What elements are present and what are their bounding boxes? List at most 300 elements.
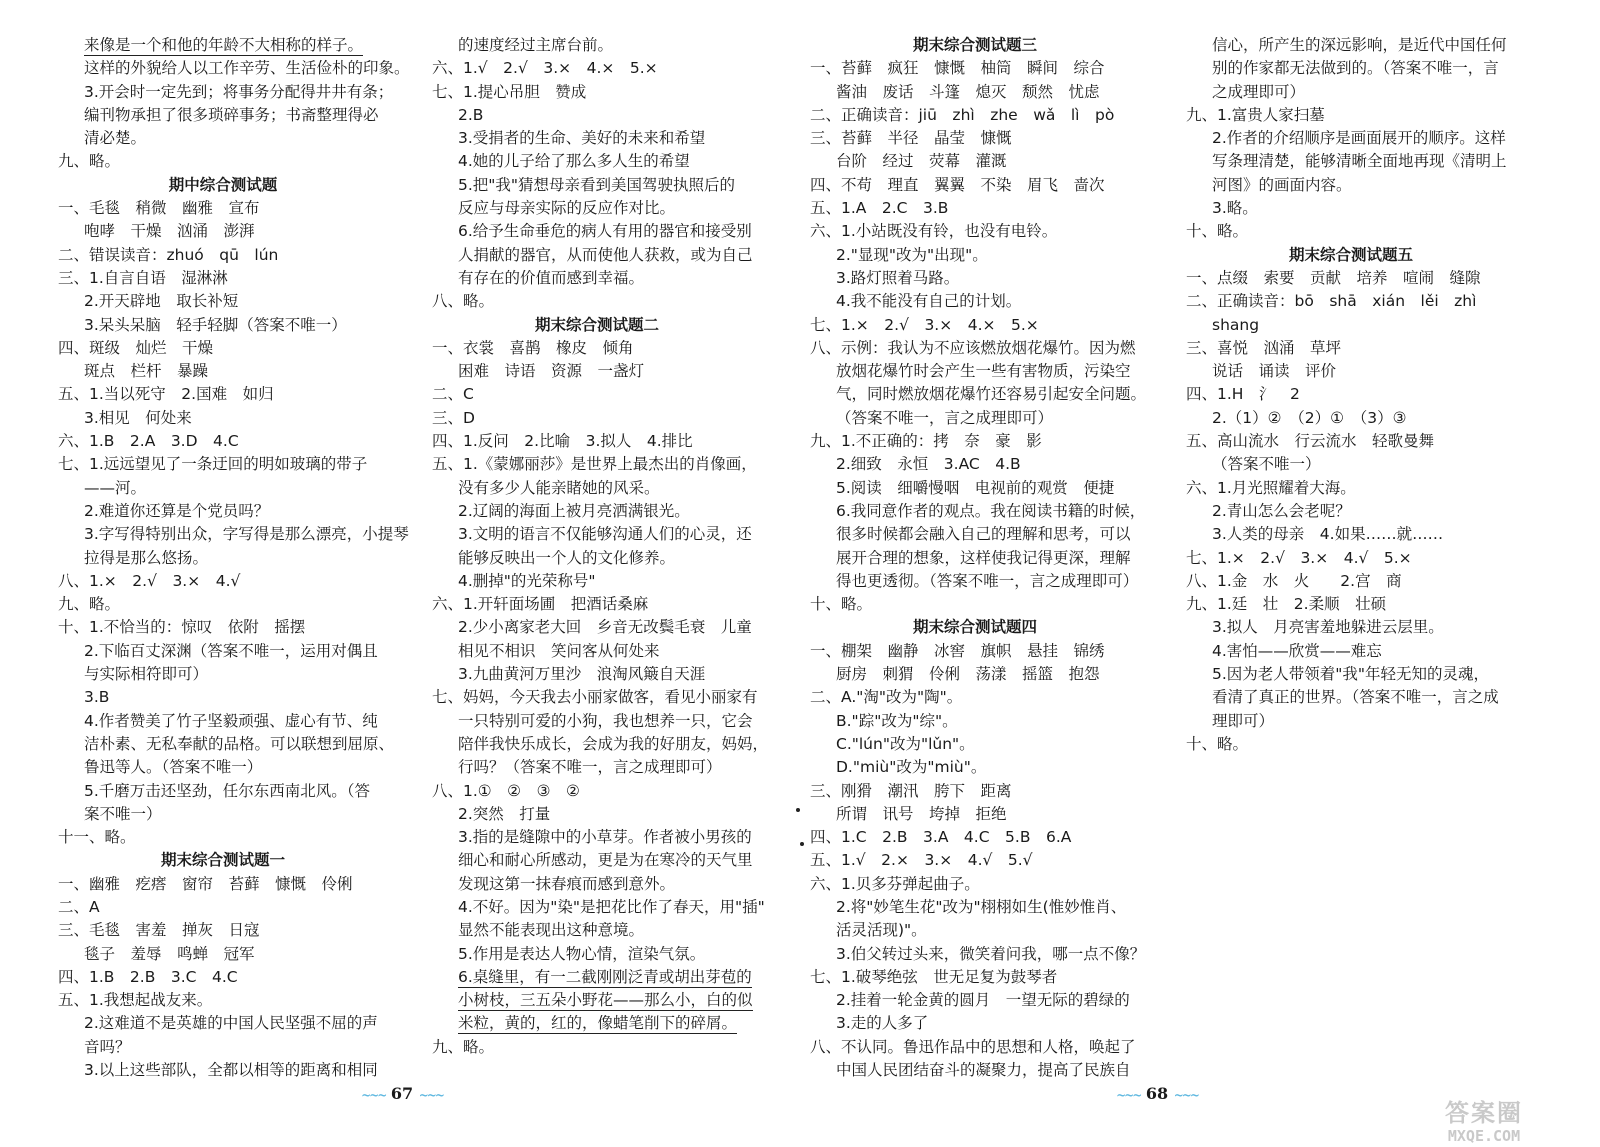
answer-line-text: 2.这难道不是英雄的中国人民坚强不屈的声: [84, 1014, 378, 1033]
answer-line-text: 来像是一个和他的年龄不大相称的样子。: [84, 36, 364, 54]
answer-line-text: 编刊物承担了很多琐碎事务；书斋整理得必: [84, 105, 379, 124]
answer-line-text: 清必楚。: [84, 129, 147, 148]
answer-line-text: 八、不认同。鲁迅作品中的思想和人格，唤起了: [810, 1037, 1136, 1056]
answer-line: [1186, 127, 1516, 150]
answer-line: [58, 267, 388, 290]
answer-line: [1186, 593, 1516, 616]
answer-line-text: 四、1.B 2.B 3.C 4.C: [58, 967, 238, 986]
answer-line: [432, 383, 762, 406]
answer-line: [58, 337, 388, 360]
answer-line: [432, 826, 762, 849]
answer-line-text: 五、1.我想起战友来。: [58, 991, 213, 1010]
page-number-left-value: 67: [390, 1084, 414, 1103]
answer-line: [810, 640, 1140, 663]
answer-line-text: 河图》的画面内容。: [1212, 175, 1352, 194]
answer-line-text: 三、苔藓 半径 晶莹 慷慨: [810, 129, 1012, 148]
answer-line-text: 的速度经过主席台前。: [458, 36, 614, 54]
answer-line: [58, 57, 410, 80]
answer-line-text: 斑点 栏杆 暴躁: [84, 362, 209, 381]
watermark-logo: [1386, 1098, 1582, 1145]
answer-line: [810, 896, 1140, 919]
answer-line-text: 2.青山怎么会老呢？: [1212, 501, 1351, 520]
answer-line: [432, 849, 762, 872]
answer-line-text: 二、C: [432, 385, 474, 404]
answer-line: [1186, 547, 1516, 570]
answer-line-text: 十一、略。: [58, 828, 136, 847]
answer-line-text: 这样的外貌给人以工作辛劳、生活俭朴的印象。: [84, 59, 410, 78]
answer-line: [1186, 81, 1516, 104]
answer-line: [432, 244, 762, 267]
answer-line-text: 很多时候都会融入自己的理解和思考，可以: [836, 525, 1131, 544]
answer-line-text: 3.B: [84, 688, 110, 707]
answer-line-text: 困难 诗语 资源 一盏灯: [458, 362, 645, 381]
answer-line: [432, 360, 762, 383]
answer-line-text: 4.作者赞美了竹子坚毅顽强、虚心有节、纯: [84, 711, 378, 730]
answer-line: [432, 290, 762, 313]
answer-line-text: 显然不能表现出这种意境。: [458, 921, 645, 940]
answer-line: [1186, 314, 1516, 337]
answer-line-text: 三、毛毯 害羞 掸灰 日寇: [58, 921, 260, 940]
answer-line-text: 四、1.反问 2.比喻 3.拟人 4.排比: [432, 432, 693, 451]
answer-line-text: 陪伴我快乐成长，会成为我的好朋友，妈妈，: [458, 734, 769, 753]
answer-line: [432, 267, 762, 290]
answer-line: [1186, 686, 1516, 709]
answer-line: [810, 1036, 1140, 1059]
stray-dot: [800, 842, 804, 846]
answer-line-text: 台阶 经过 荧幕 灌溉: [836, 152, 1007, 171]
answer-line: [1186, 733, 1516, 756]
answer-line-text: 人捐献的器官，从而使他人获救，或为自己: [458, 245, 753, 264]
answer-line: [1186, 104, 1516, 127]
answer-line-text: C."lún"改为"lǔn"。: [836, 734, 975, 753]
answer-line-text: 十、1.不恰当的：惊叹 依附 摇摆: [58, 618, 306, 637]
answer-line: [432, 547, 762, 570]
answer-line-text: 6.我同意作者的观点。我在阅读书籍的时候，: [836, 501, 1146, 520]
answer-line-text: 所谓 讯号 垮掉 拒绝: [836, 804, 1007, 823]
answer-line: [1186, 197, 1516, 220]
section-title: [810, 616, 1140, 639]
answer-line-text: 3.文明的语言不仅能够沟通人们的心灵，还: [458, 525, 752, 544]
answer-line: [1186, 290, 1516, 313]
answer-line: [1186, 500, 1516, 523]
answer-line: [58, 500, 388, 523]
answer-line-text: 5.因为老人带领着"我"年轻无知的灵魂，: [1212, 665, 1490, 684]
answer-line-text: 七、1.× 2.√ 3.× 4.× 5.×: [810, 315, 1039, 334]
answer-line-text: 2.开天辟地 取长补短: [84, 292, 239, 311]
answer-line-text: 2.作者的介绍顺序是画面展开的顺序。这样: [1212, 129, 1506, 148]
answer-line: [1186, 360, 1516, 383]
answer-line-text: 说话 诵读 评价: [1212, 362, 1337, 381]
answer-line-text: 6.给予生命垂危的病人有用的器官和接受别: [458, 222, 752, 241]
answer-line-text: 四、不苟 理直 翼翼 不染 眉飞 啬次: [810, 175, 1105, 194]
answer-line-text: 别的作家都无法做到的。（答案不唯一，言: [1212, 59, 1499, 78]
answer-line: [810, 127, 1140, 150]
answer-line-text: 期末综合测试题二: [534, 315, 659, 334]
answer-line: [432, 104, 762, 127]
section-title: [810, 34, 1140, 57]
answer-line: [810, 314, 1140, 337]
answer-line-text: 放烟花爆竹时会产生一些有害物质，污染空: [836, 362, 1131, 381]
answer-line-text: 六、1.小站既没有铃，也没有电铃。: [810, 222, 1058, 241]
answer-line: [58, 314, 388, 337]
wave-ornament-icon: ~~~: [418, 1088, 443, 1102]
answer-line-text: 期末综合测试题四: [912, 618, 1037, 637]
answer-line: [432, 57, 762, 80]
answer-line-text: 毯子 羞辱 鸣蝉 冠军: [84, 944, 255, 963]
answer-line: [432, 593, 762, 616]
answer-line-text: 二、正确读音：jiū zhì zhe wǎ lì pò: [810, 105, 1115, 124]
answer-line: [810, 663, 1140, 686]
answer-line-text: 之成理即可）: [1212, 82, 1306, 101]
answer-line: [810, 756, 1140, 779]
answer-line: [810, 989, 1140, 1012]
answer-line-text: 得也更透彻。（答案不唯一，言之成理即可）: [836, 571, 1139, 590]
answer-line: [1186, 407, 1516, 430]
answer-line-text: 3.以上这些部队，全都以相等的距离和相同: [84, 1061, 378, 1080]
answer-line: [58, 1059, 388, 1082]
answer-line: [432, 710, 762, 733]
answer-column-2: [432, 34, 769, 1059]
answer-line: [58, 663, 388, 686]
answer-line-text: 4.删掉"的光荣称号": [458, 571, 596, 590]
section-title: [1186, 244, 1516, 267]
answer-line: [432, 220, 762, 243]
answer-line-text: 八、1.× 2.√ 3.× 4.√: [58, 571, 241, 590]
answer-line: [432, 127, 762, 150]
answer-line-text: ——河。: [84, 478, 147, 497]
answer-line: [432, 337, 762, 360]
answer-line: [432, 989, 762, 1012]
answer-line: [1186, 57, 1516, 80]
answer-line-text: 没有多少人能亲睹她的风采。: [458, 478, 660, 497]
answer-line: [58, 547, 388, 570]
answer-line: [432, 174, 762, 197]
answer-line: [810, 570, 1140, 593]
answer-line-text: 写条理清楚，能够清晰全面地再现《清明上: [1212, 152, 1507, 171]
answer-line: [1186, 174, 1516, 197]
answer-line-text: 3.略。: [1212, 199, 1258, 218]
answer-line: [810, 337, 1140, 360]
answer-line: [810, 710, 1140, 733]
answer-line-text: 小树枝，三五朵小野花——那么小，白的似: [458, 991, 753, 1010]
answer-line: [432, 756, 762, 779]
answer-line-text: 五、高山流水 行云流水 轻歌曼舞: [1186, 432, 1435, 451]
answer-line-text: 七、1.提心吊胆 赞成: [432, 82, 587, 101]
answer-line-text: 3.走的人多了: [836, 1014, 929, 1033]
answer-line: [58, 197, 388, 220]
answer-line: [432, 407, 762, 430]
answer-line-text: 期末综合测试题一: [160, 851, 285, 870]
answer-line-text: 理即可）: [1212, 711, 1275, 730]
answer-line-text: 一、苔藓 疯狂 慷慨 柚筒 瞬间 综合: [810, 59, 1105, 78]
answer-line-text: 相见不相识 笑问客从何处来: [458, 641, 660, 660]
answer-line-text: 3.受捐者的生命、美好的未来和希望: [458, 129, 706, 148]
answer-line-text: 咆哮 干燥 汹涌 澎湃: [84, 222, 255, 241]
answer-line-text: 信心，所产生的深远影响，是近代中国任何: [1212, 36, 1507, 54]
answer-line: [432, 197, 762, 220]
answer-column-1: [58, 34, 410, 1082]
answer-line-text: 米粒，黄的，红的，像蜡笔削下的碎屑。: [458, 1014, 738, 1033]
answer-line-text: 六、1.贝多芬弹起曲子。: [810, 874, 980, 893]
answer-line-text: 七、1.破琴绝弦 世无足复为鼓琴者: [810, 967, 1058, 986]
answer-line-text: 八、略。: [432, 292, 495, 311]
answer-line-text: 一、幽雅 疙瘩 窗帘 苔藓 慷慨 伶俐: [58, 874, 353, 893]
answer-line-text: 2.辽阔的海面上被月亮洒满银光。: [458, 501, 690, 520]
answer-line: [58, 803, 388, 826]
answer-line-text: 2.细致 永恒 3.AC 4.B: [836, 455, 1021, 474]
answer-line: [1186, 453, 1516, 476]
answer-line: [1186, 570, 1516, 593]
answer-line-text: 洁朴素、无私奉献的品格。可以联想到屈原、: [84, 734, 395, 753]
answer-line-text: 4.害怕——欣赏——难忘: [1212, 641, 1382, 660]
answer-line-text: 音吗？: [84, 1037, 131, 1056]
answer-line-text: 活灵活现)"。: [836, 921, 927, 940]
answer-line: [58, 150, 388, 173]
answer-line-text: 八、1.金 水 火 2.宫 商: [1186, 571, 1402, 590]
page-number-right-value: 68: [1145, 1084, 1169, 1103]
answer-line: [810, 150, 1140, 173]
answer-line-text: 三、刚猾 潮汛 胯下 距离: [810, 781, 1012, 800]
answer-line: [810, 220, 1140, 243]
answer-line: [58, 453, 388, 476]
page-number-left: [342, 1084, 462, 1103]
answer-line: [432, 453, 762, 476]
answer-line: [1186, 150, 1516, 173]
answer-line: [58, 896, 388, 919]
section-title: [58, 174, 388, 197]
answer-line-text: 2."显现"改为"出现"。: [836, 245, 988, 264]
answer-line: [810, 966, 1140, 989]
answer-line-text: 2.挂着一轮金黄的圆月 一望无际的碧绿的: [836, 991, 1130, 1010]
answer-line-text: 2.难道你还算是个党员吗？: [84, 501, 270, 520]
answer-line: [58, 81, 394, 104]
answer-line: [58, 640, 388, 663]
answer-line: [810, 849, 1140, 872]
answer-line-text: 九、1.富贵人家扫墓: [1186, 105, 1325, 124]
answer-line-text: 九、1.不正确的：拷 奈 豪 影: [810, 432, 1042, 451]
answer-line-text: 八、示例：我认为不应该燃放烟花爆竹。因为燃: [810, 338, 1136, 357]
answer-line-text: shang: [1212, 315, 1260, 334]
answer-line-text: 3.伯父转过头来，微笑着问我，哪一点不像？: [836, 944, 1146, 963]
answer-line-text: 期末综合测试题三: [912, 36, 1037, 54]
answer-line-text: 厨房 刺猬 伶俐 荡漾 摇篮 抱怨: [836, 665, 1100, 684]
answer-line-text: 3.路灯照着马路。: [836, 268, 960, 287]
answer-line: [58, 943, 388, 966]
answer-line-text: 5.作用是表达人物心情，渲染气氛。: [458, 944, 706, 963]
answer-line: [58, 756, 388, 779]
answer-line: [58, 220, 388, 243]
answer-line-text: 六、1.B 2.A 3.D 4.C: [58, 432, 239, 451]
answer-line-text: 九、1.廷 壮 2.柔顺 壮硕: [1186, 595, 1387, 614]
page-number-right: [1097, 1084, 1217, 1103]
answer-line-text: 3.人类的母亲 4.如果……就……: [1212, 525, 1444, 544]
answer-line-text: D."miù"改为"miù"。: [836, 758, 987, 777]
answer-line: [810, 733, 1140, 756]
answer-line: [810, 477, 1140, 500]
answer-line: [810, 547, 1140, 570]
answer-line-text: 期末综合测试题五: [1288, 245, 1413, 264]
answer-line: [810, 803, 1140, 826]
answer-line-text: 酱油 废话 斗篷 熄灭 颓然 忧虑: [836, 82, 1100, 101]
answer-line: [432, 34, 762, 57]
answer-line-text: 反应与母亲实际的反应作对比。: [458, 199, 676, 218]
answer-line-text: 九、略。: [58, 152, 121, 171]
answer-line: [810, 360, 1140, 383]
answer-line: [58, 989, 388, 1012]
answer-line: [1186, 430, 1516, 453]
answer-line: [58, 383, 388, 406]
answer-line-text: 6.桌缝里，有一二截刚刚泛青或胡出芽苞的: [458, 967, 752, 986]
answer-line: [432, 477, 762, 500]
answer-line: [810, 780, 1140, 803]
section-title: [432, 314, 762, 337]
answer-line: [810, 290, 1140, 313]
wave-ornament-icon: ~~~: [1116, 1088, 1141, 1102]
answer-line-text: 一只特别可爱的小狗，我也想养一只，它会: [458, 711, 753, 730]
answer-line-text: 五、1.《蒙娜丽莎》是世界上最杰出的肖像画，: [432, 455, 757, 474]
answer-line: [810, 500, 1146, 523]
answer-line-text: 4.我不能没有自己的计划。: [836, 292, 1022, 311]
answer-line-text: 2.将"妙笔生花"改为"栩栩如生(惟妙惟肖、: [836, 897, 1127, 916]
answer-line: [1186, 523, 1516, 546]
answer-line-text: 一、衣裳 喜鹊 橡皮 倾角: [432, 338, 634, 357]
answer-line-text: 七、1.× 2.√ 3.× 4.√ 5.×: [1186, 548, 1412, 567]
answer-line-text: 一、毛毯 稍微 幽雅 宣布: [58, 199, 260, 218]
answer-line-text: （答案不唯一）: [1212, 455, 1321, 474]
answer-line-text: B."踪"改为"综"。: [836, 711, 958, 730]
answer-line: [1186, 663, 1516, 686]
answer-column-4: [1186, 34, 1516, 756]
answer-line: [58, 407, 388, 430]
answer-line: [1186, 710, 1516, 733]
answer-line-text: 5.把"我"猜想母亲看到美国驾驶执照后的: [458, 175, 736, 194]
answer-line: [432, 780, 762, 803]
answer-line: [432, 873, 762, 896]
answer-line: [58, 733, 395, 756]
answer-line: [810, 1012, 1140, 1035]
answer-line: [432, 500, 762, 523]
answer-line-text: 案不唯一）: [84, 804, 162, 823]
answer-line-text: 十、略。: [1186, 222, 1249, 241]
answer-line-text: 5.阅读 细嚼慢咽 电视前的观赏 便捷: [836, 478, 1115, 497]
answer-line-text: 八、1.① ② ③ ②: [432, 781, 580, 800]
answer-column-3: [810, 34, 1147, 1082]
answer-line: [810, 383, 1147, 406]
answer-line-text: 六、1.开轩面场圃 把酒话桑麻: [432, 595, 649, 614]
answer-line: [810, 57, 1140, 80]
answer-line: [810, 919, 1140, 942]
answer-line-text: 五、1.A 2.C 3.B: [810, 199, 949, 218]
answer-line-text: 九、略。: [432, 1037, 495, 1056]
answer-line-text: 九、略。: [58, 595, 121, 614]
answer-line: [58, 290, 388, 313]
answer-line-text: 与实际相符即可）: [84, 665, 209, 684]
answer-line-text: 十、略。: [810, 595, 873, 614]
answer-line: [810, 104, 1140, 127]
answer-line-text: 三、喜悦 汹涌 草坪: [1186, 338, 1342, 357]
answer-line: [432, 570, 762, 593]
answer-line-text: 3.字写得特别出众，字写得是那么漂亮，小提琴: [84, 525, 409, 544]
answer-line-text: 三、1.自言自语 湿淋淋: [58, 268, 228, 287]
answer-line: [58, 1012, 388, 1035]
answer-line-text: 四、1.H 氵 2: [1186, 385, 1300, 404]
answer-line: [810, 453, 1140, 476]
answer-line: [58, 873, 388, 896]
answer-line-text: 七、妈妈，今天我去小丽家做客，看见小丽家有: [432, 688, 758, 707]
answer-line-text: 二、A: [58, 897, 100, 916]
answer-line-text: 鲁迅等人。（答案不唯一）: [84, 758, 263, 777]
answer-line: [58, 477, 388, 500]
answer-line-text: 2.少小离家老大回 乡音无改鬓毛衰 儿童: [458, 618, 752, 637]
answer-line: [810, 593, 1140, 616]
answer-line: [432, 640, 762, 663]
answer-line: [432, 733, 769, 756]
answer-line: [58, 127, 388, 150]
answer-line: [810, 826, 1140, 849]
answer-line: [432, 430, 762, 453]
answer-line: [58, 780, 388, 803]
answer-line-text: 2.B: [458, 105, 484, 124]
answer-line: [58, 360, 388, 383]
answer-line-text: 四、斑级 灿烂 干燥: [58, 338, 214, 357]
answer-line: [810, 267, 1140, 290]
watermark-url: MXQE.COM: [1447, 1127, 1521, 1145]
answer-line-text: 4.她的儿子给了那么多人生的希望: [458, 152, 690, 171]
answer-line-text: 2.下临百丈深渊（答案不唯一，运用对偶且: [84, 641, 378, 660]
answer-line: [1186, 337, 1516, 360]
answer-line-text: 四、1.C 2.B 3.A 4.C 5.B 6.A: [810, 828, 1072, 847]
answer-line-text: 十、略。: [1186, 734, 1249, 753]
answer-line: [810, 686, 1140, 709]
answer-line: [432, 523, 762, 546]
answer-line-text: 七、1.远远望见了一条迂回的明如玻璃的带子: [58, 455, 368, 474]
answer-line: [432, 919, 762, 942]
answer-line: [432, 686, 762, 709]
answer-line: [810, 81, 1140, 104]
answer-line-text: 一、点缀 索要 贡献 培养 喧闹 缝隙: [1186, 268, 1481, 287]
answer-line: [432, 943, 762, 966]
answer-line-text: 发现这第一抹春痕而感到意外。: [458, 874, 676, 893]
answer-line: [58, 104, 388, 127]
answer-line-text: 期中综合测试题: [168, 175, 278, 194]
answer-line: [810, 430, 1140, 453]
answer-line-text: 能够反映出一个人的文化修养。: [458, 548, 676, 567]
answer-line-text: 看清了真正的世界。（答案不唯一，言之成: [1212, 688, 1499, 707]
answer-line-text: 三、D: [432, 408, 475, 427]
answer-line-text: 3.拟人 月亮害羞地躲进云层里。: [1212, 618, 1444, 637]
answer-line-text: 3.开会时一定先到；将事务分配得井井有条；: [84, 82, 394, 101]
answer-line-text: （答案不唯一，言之成理即可）: [836, 408, 1054, 427]
answer-line-text: 2.（1）② （2）① （3）③: [1212, 408, 1407, 427]
answer-line-text: 六、1.√ 2.√ 3.× 4.× 5.×: [432, 59, 658, 78]
wave-ornament-icon: ~~~: [1173, 1088, 1198, 1102]
answer-line: [810, 873, 1140, 896]
answer-line: [58, 593, 388, 616]
answer-line: [810, 244, 1140, 267]
answer-line-text: 展开合理的想象，这样使我记得更深，理解: [836, 548, 1131, 567]
answer-line: [58, 616, 388, 639]
answer-line: [810, 407, 1140, 430]
answer-line: [432, 966, 762, 989]
answer-line: [1186, 383, 1516, 406]
answer-line: [1186, 616, 1516, 639]
answer-line: [432, 1012, 762, 1035]
answer-line: [432, 150, 762, 173]
answer-line-text: 五、1.当以死守 2.国难 如归: [58, 385, 274, 404]
answer-line: [58, 710, 388, 733]
answer-line-text: 3.指的是缝隙中的小草芽。作者被小男孩的: [458, 828, 752, 847]
answer-line: [432, 803, 762, 826]
